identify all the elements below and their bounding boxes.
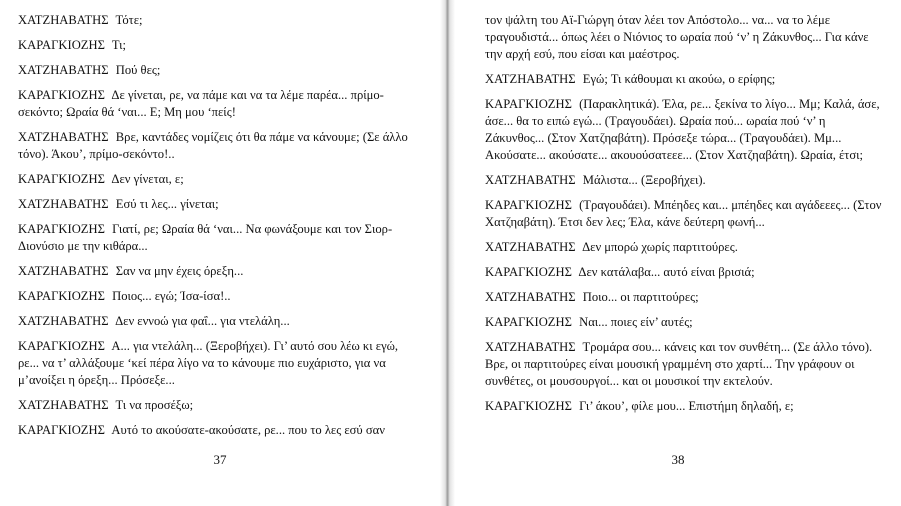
line-text: Ποιος... εγώ; Ίσα-ίσα!..: [112, 289, 231, 303]
speaker-name: ΚΑΡΑΓΚΙΟΖΗΣ: [18, 38, 105, 52]
line-text: Τι να προσέξω;: [115, 398, 194, 412]
right-page: [455, 0, 901, 506]
line-text: Μάλιστα... (Ξεροβήχει).: [582, 173, 706, 187]
speaker-name: ΧΑΤΖΗΑΒΑΤΗΣ: [485, 240, 576, 254]
page-number-left: 37: [213, 452, 227, 467]
speaker-name: ΧΑΤΖΗΑΒΑΤΗΣ: [18, 63, 109, 77]
line-text: Α... για ντελάλη... (Ξεροβήχει). Γι’ αυτό σου λέω κι εγώ, ρε... να τ’ αλλάξουμε ‘κεί πέρα λίγο να το κάνουμε πιο ευχάριστο, για να μ’ανοίξει η όρεξη... Πρόσεξε...: [18, 339, 399, 387]
line-text: Βρε, καντάδες νομίζεις ότι θα πάμε να κάνουμε; (Σε άλλο τόνο). Άκου’, πρίμο-σεκόντο!..: [18, 130, 408, 161]
dialogue-line: [485, 172, 885, 189]
line-text: Γιατί, ρε; Ωραία θά ‘ναι... Να φωνάξουμε και τον Σιορ-Διονύσιο με την κιθάρα...: [18, 222, 393, 253]
line-text: Δεν εννοώ για φαΐ... για ντελάλη...: [115, 314, 290, 328]
dialogue-line: [485, 289, 885, 306]
dialogue-line: [18, 87, 420, 121]
speaker-name: ΚΑΡΑΓΚΙΟΖΗΣ: [485, 198, 572, 212]
line-text: Πού θες;: [115, 63, 161, 77]
speaker-name: ΧΑΤΖΗΑΒΑΤΗΣ: [18, 314, 109, 328]
line-text: Ναι... ποιες είν’ αυτές;: [579, 315, 693, 329]
speaker-name: ΚΑΡΑΓΚΙΟΖΗΣ: [18, 172, 105, 186]
speaker-name: ΚΑΡΑΓΚΙΟΖΗΣ: [18, 289, 105, 303]
speaker-name: ΧΑΤΖΗΑΒΑΤΗΣ: [485, 72, 576, 86]
dialogue-line: [485, 339, 885, 390]
right-page-text: [485, 12, 885, 423]
book-gutter: [440, 0, 455, 506]
speaker-name: ΚΑΡΑΓΚΙΟΖΗΣ: [485, 265, 572, 279]
dialogue-line: [18, 12, 420, 29]
line-text: Αυτό το ακούσατε-ακούσατε, ρε... που το λες εσύ σαν: [111, 423, 385, 437]
dialogue-line: [18, 422, 420, 439]
dialogue-line: [485, 398, 885, 415]
line-text: Τότε;: [115, 13, 143, 27]
dialogue-line: [485, 239, 885, 256]
line-text: (Τραγουδάει). Μπέηδες και... μπέηδες και αγάδεεες... (Στον Χατζηαβάτη). Έτσι δεν λες; Έλα, κάνε δεύτερη φωνή...: [485, 198, 882, 229]
line-text: Τρομάρα σου... κάνεις και τον συνθέτη... (Σε άλλο τόνο). Βρε, οι παρτιτούρες είναι μουσική γραμμένη στο χαρτί... Την γράφουν οι συνθέτες, οι μουσουργοί... και οι μουσικοί την εκτελούν.: [485, 340, 873, 388]
dialogue-line: [18, 37, 420, 54]
dialogue-line: [18, 397, 420, 414]
page-number-right: 38: [671, 452, 685, 467]
dialogue-line: [18, 288, 420, 305]
dialogue-line: [18, 171, 420, 188]
dialogue-line: [18, 62, 420, 79]
left-page: [0, 0, 440, 506]
dialogue-line: [485, 314, 885, 331]
dialogue-line: [18, 196, 420, 213]
speaker-name: ΧΑΤΖΗΑΒΑΤΗΣ: [18, 130, 109, 144]
speaker-name: ΧΑΤΖΗΑΒΑΤΗΣ: [485, 173, 576, 187]
speaker-name: ΧΑΤΖΗΑΒΑΤΗΣ: [485, 340, 576, 354]
line-text: Ποιο... οι παρτιτούρες;: [582, 290, 699, 304]
speaker-name: ΧΑΤΖΗΑΒΑΤΗΣ: [18, 13, 109, 27]
speaker-name: ΚΑΡΑΓΚΙΟΖΗΣ: [18, 423, 105, 437]
line-text: Τι;: [111, 38, 126, 52]
line-text: Δεν μπορώ χωρίς παρτιτούρες.: [582, 240, 738, 254]
speaker-name: ΧΑΤΖΗΑΒΑΤΗΣ: [485, 290, 576, 304]
line-text: Δεν κατάλαβα... αυτό είναι βρισιά;: [578, 265, 755, 279]
speaker-name: ΚΑΡΑΓΚΙΟΖΗΣ: [485, 315, 572, 329]
speaker-name: ΚΑΡΑΓΚΙΟΖΗΣ: [18, 222, 105, 236]
dialogue-line: [18, 129, 420, 163]
dialogue-line: [18, 338, 420, 389]
line-text: Εγώ; Τι κάθουμαι κι ακούω, ο ερίφης;: [582, 72, 776, 86]
speaker-name: ΧΑΤΖΗΑΒΑΤΗΣ: [18, 197, 109, 211]
line-text: Γι’ άκου’, φίλε μου... Επιστήμη δηλαδή, ε;: [579, 399, 794, 413]
dialogue-line: [485, 197, 885, 231]
line-text: Δεν γίνεται, ε;: [111, 172, 184, 186]
speaker-name: ΧΑΤΖΗΑΒΑΤΗΣ: [18, 264, 109, 278]
left-page-text: [18, 12, 420, 447]
speaker-name: ΚΑΡΑΓΚΙΟΖΗΣ: [18, 339, 105, 353]
dialogue-line: [18, 221, 420, 255]
line-text: (Παρακλητικά). Έλα, ρε... ξεκίνα το λίγο... Μμ; Καλά, άσε, άσε... θα το ειπώ εγώ... (Τραγουδάει). Ωραία πού... ωραία πού ‘ν’ η Ζάκυνθος... (Στον Χατζηαβάτη). Πρόσεξε τώρα... (Τραγουδάει). Μμ... Ακούσατε... ακούσατε... ακουούσατεεε... (Στον Χατζηαβάτη). Ωραία, έτσι;: [485, 97, 880, 162]
line-text: Εσύ τι λες... γίνεται;: [115, 197, 219, 211]
speaker-name: ΚΑΡΑΓΚΙΟΖΗΣ: [485, 399, 572, 413]
dialogue-line: [18, 263, 420, 280]
dialogue-line: [485, 264, 885, 281]
dialogue-line: [485, 96, 885, 164]
speaker-name: ΧΑΤΖΗΑΒΑΤΗΣ: [18, 398, 109, 412]
speaker-name: ΚΑΡΑΓΚΙΟΖΗΣ: [485, 97, 572, 111]
dialogue-line: [485, 71, 885, 88]
line-text: Δε γίνεται, ρε, να πάμε και να τα λέμε παρέα... πρίμο-σεκόντο; Ωραία θά ‘ναι... Ε; Μη μου ‘πείς!: [18, 88, 384, 119]
dialogue-line: [18, 313, 420, 330]
line-text: Σαν να μην έχεις όρεξη...: [115, 264, 244, 278]
continued-paragraph: τον ψάλτη του Αϊ-Γιώργη όταν λέει τον Απόστολο... να... να το λέμε τραγουδιστά... όπως λέει ο Νιόνιος το ωραία πού ‘ν’ η Ζάκυνθος... Για κάνε την αρχή εσύ, που είσαι και μαέστρος.: [485, 13, 869, 61]
speaker-name: ΚΑΡΑΓΚΙΟΖΗΣ: [18, 88, 105, 102]
